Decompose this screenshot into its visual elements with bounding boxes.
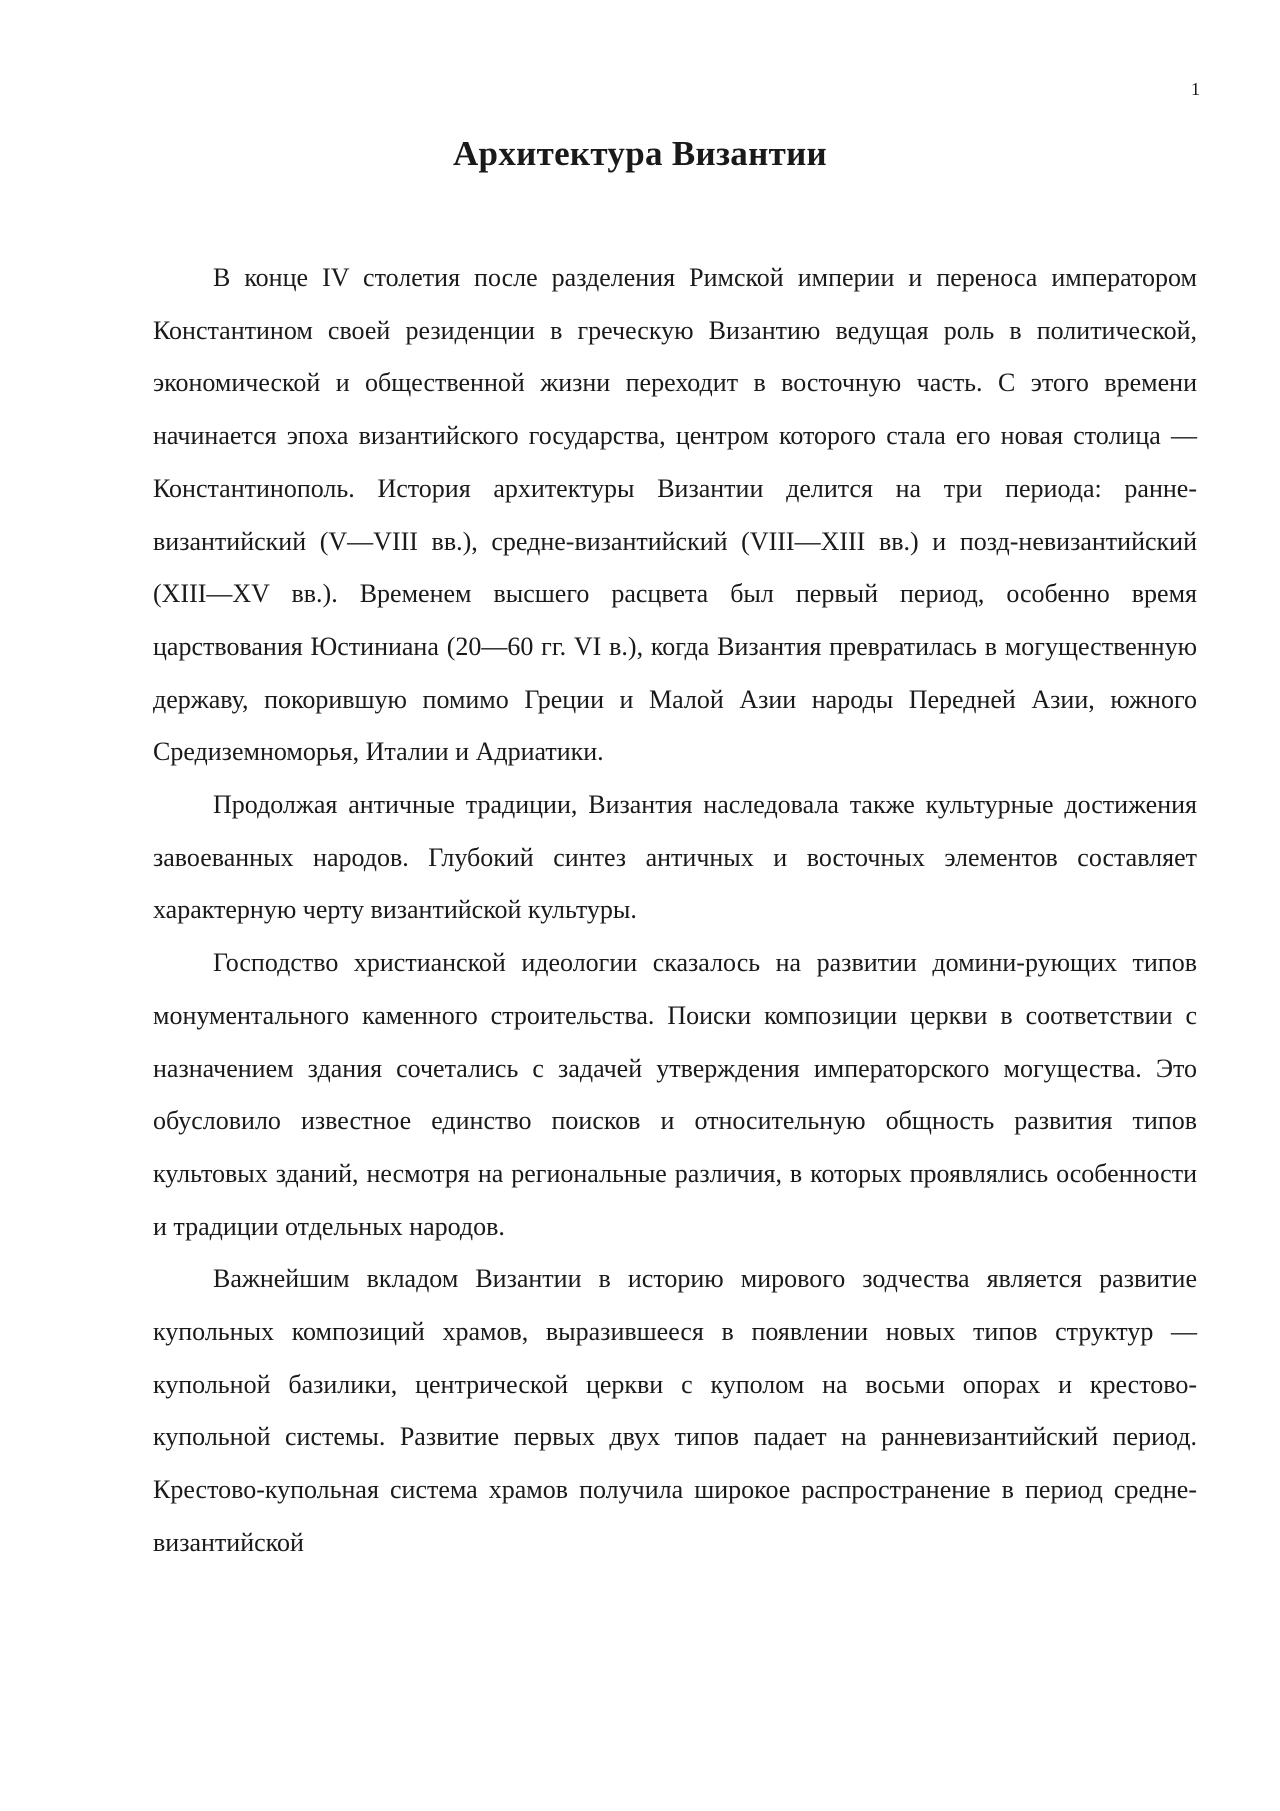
- body-text: [153, 252, 1197, 1570]
- paragraph: Господство христианской идеологии сказалось на развитии домини-рующих типов монументального каменного строительства. Поиски композиции церкви в соответствии с назначением здания сочетались с задачей утверждения императорского могущества. Это обусловило известное единство поисков и относительную общность развития типов культовых зданий, несмотря на региональные различия, в которых проявлялись особенности и традиции отдельных народов.: [153, 948, 1197, 1241]
- paragraph: Продолжая античные традиции, Византия наследовала также культурные достижения завоеванных народов. Глубокий синтез античных и восточных элементов составляет характерную черту византийской культуры.: [153, 790, 1197, 925]
- paragraph: В конце IV столетия после разделения Римской империи и переноса императором Константином своей резиденции в греческую Византию ведущая роль в политической, экономической и общественной жизни переходит в восточную часть. С этого времени начинается эпоха византийского государства, центром которого стала его новая столица — Константинополь. История архитектуры Византии делится на три периода: ранне-византийский (V—VIII вв.), средне-византийский (VIII—XIII вв.) и позд-невизантийский (XIII—XV вв.). Временем высшего расцвета был первый период, особенно время царствования Юстиниана (20—60 гг. VI в.), когда Византия превратилась в могущественную державу, покорившую помимо Греции и Малой Азии народы Передней Азии, южного Средиземноморья, Италии и Адриатики.: [153, 263, 1197, 767]
- page-title: Архитектура Византии: [452, 134, 827, 173]
- page-number: 1: [1191, 79, 1200, 99]
- paragraph: Важнейшим вкладом Византии в историю мирового зодчества является развитие купольных композиций храмов, выразившееся в появлении новых типов структур — купольной базилики, центрической церкви с куполом на восьми опорах и крестово-купольной системы. Развитие первых двух типов падает на ранневизантийский период. Крестово-купольная система храмов получила широкое распространение в период средне-византийской: [153, 1264, 1197, 1557]
